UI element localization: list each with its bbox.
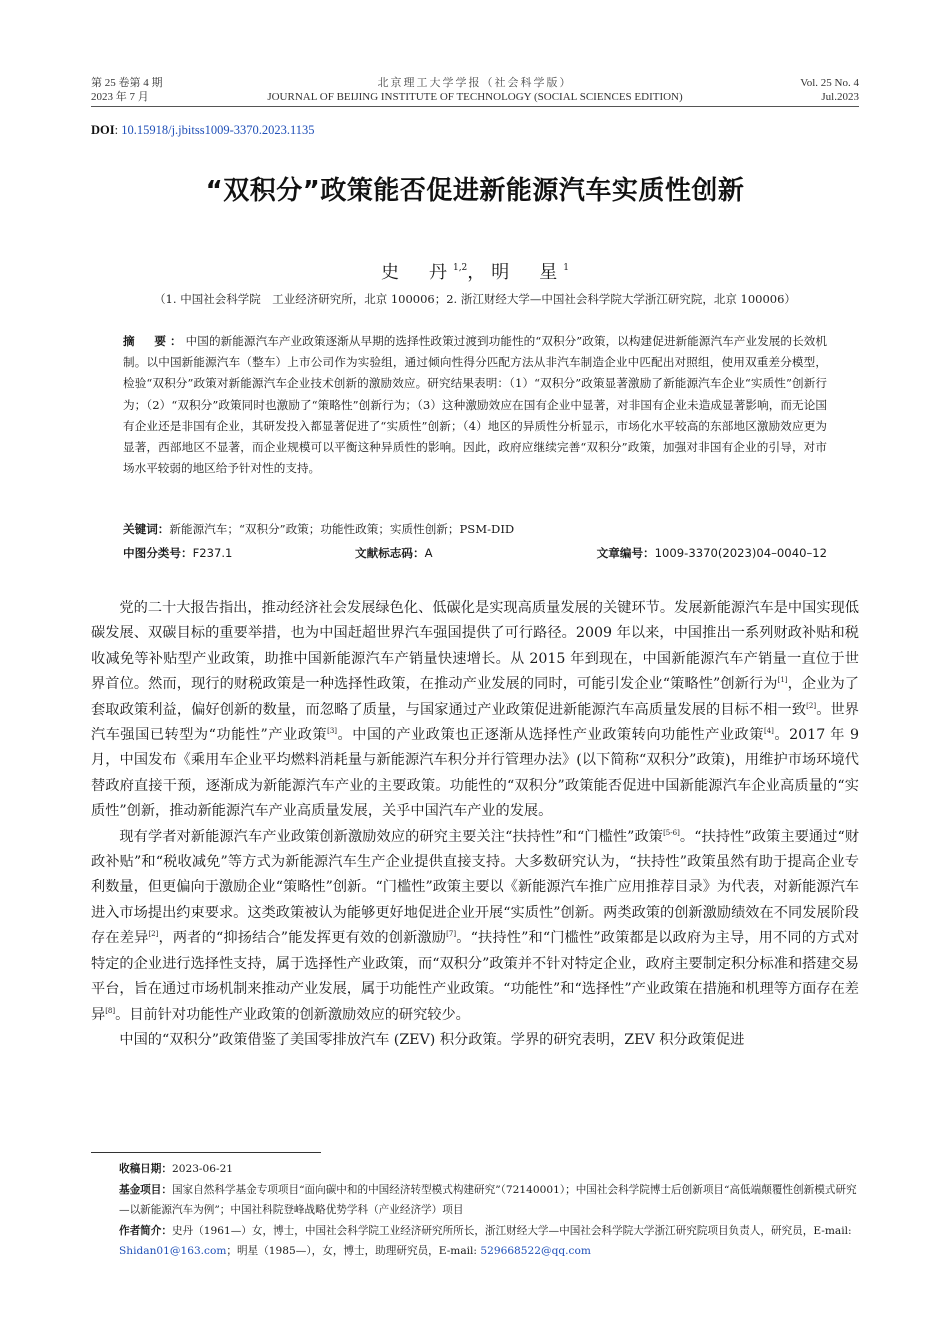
affiliation: （1. 中国社会科学院 工业经济研究所，北京 100006；2. 浙江财经大学—中国社会科学院大学浙江研究院，北京 100006） <box>154 292 796 306</box>
author-bio-text: 史丹（1961—）女，博士，中国社会科学院工业经济研究所所长，浙江财经大学—中国社会科学院大学浙江研究院项目负责人，研究员，E-mail: <box>171 1224 852 1237</box>
citation-mark[interactable]: [5-6] <box>663 828 680 837</box>
text-run: 。目前针对功能性产业政策的创新激励效应的研究较少。 <box>115 1006 470 1023</box>
email-link[interactable]: 529668522@qq.com <box>480 1245 591 1257</box>
header-issue-en <box>800 76 859 104</box>
footnote-divider <box>91 1152 321 1153</box>
citation-mark[interactable]: [1] <box>777 676 788 685</box>
paragraph <box>91 825 859 1028</box>
paragraph: 中国的“双积分”政策借鉴了美国零排放汽车 (ZEV) 积分政策。学界的研究表明，ZEV 积分政策促进 <box>119 1031 745 1048</box>
text-run: 党的二十大报告指出，推动经济社会发展绿色化、低碳化是实现高质量发展的关键环节。发展新能源汽车是中国实现低碳发展、双碳目标的重要举措，也为中国赶超世界汽车强国提供了可行路径。2009 年以来，中国推出一系列财政补贴和税收减免等补贴型产业政策，助推中国新能源汽车产销量快速增长。从 2015 年到现在，中国新能源汽车产销量一直位于世界首位。然而，现行的财税政策是一种选择性政策，在推动产业发展的同时，可能引发企业“策略性”创新行为 <box>91 600 859 693</box>
received-date <box>119 1159 859 1180</box>
abstract-label: 摘 要： <box>123 334 186 348</box>
article-title: “双积分”政策能否促进新能源汽车实质性创新 <box>205 176 745 206</box>
article-number-label: 文章编号： <box>596 546 655 560</box>
doi-link[interactable]: 10.15918/j.jbitss1009-3370.2023.1135 <box>121 123 315 137</box>
doc-value: A <box>424 546 433 560</box>
author-name: 史 丹 <box>380 262 453 283</box>
clc-value: F237.1 <box>192 546 233 560</box>
author-list <box>91 258 859 284</box>
author-affiliation-mark: 1 <box>563 263 570 273</box>
header-journal <box>91 76 859 104</box>
abstract <box>123 331 827 479</box>
citation-mark[interactable]: [8] <box>105 1006 116 1015</box>
doi-line: DOI: 10.15918/j.jbitss1009-3370.2023.1135 <box>91 123 315 137</box>
author-bio-text: ；明星（1985—），女，博士，助理研究员，E-mail: <box>226 1245 481 1257</box>
article-number <box>597 543 827 564</box>
citation-mark[interactable]: [7] <box>446 930 457 939</box>
doc-label: 文献标志码： <box>355 546 425 560</box>
author-affiliation-mark: 1,2 <box>452 263 468 273</box>
fund-value: 国家自然科学基金专项项目“面向碳中和的中国经济转型模式构建研究”（72140001）；中国社会科学院博士后创新项目“高低端颠覆性创新模式研究—以新能源汽车为例”；中国社科院登峰战略优势学科（产业经济学）项目 <box>119 1183 857 1216</box>
citation-mark[interactable]: [4] <box>763 727 774 736</box>
citation-mark[interactable]: [2] <box>806 701 817 710</box>
citation-mark[interactable]: [3] <box>327 727 338 736</box>
received-value: 2023-06-21 <box>171 1163 234 1175</box>
author-bio <box>119 1221 859 1262</box>
text-run: 。2017 年 9 月，中国发布《乘用车企业平均燃料消耗量与新能源汽车积分并行管理办法》(以下简称“双积分”政策)，用维护市场环境代替政府直接干预，逐渐成为新能源汽车产业的主要政策。功能性的“双积分”政策能否促进中国新能源汽车企业高质量的“实质性”创新，推动新能源汽车产业高质量发展，关乎中国汽车产业的发展。 <box>91 727 859 820</box>
fund-info <box>119 1180 859 1221</box>
text-run: ，企业为了套取政策利益，偏好创新的数量，而忽略了质量，与国家通过产业政策促进新能源汽车高质量发展的目标不相一致 <box>91 676 859 718</box>
text-run: ，两者的“抑扬结合”能发挥更有效的创新激励 <box>158 930 447 947</box>
document-code <box>355 543 433 564</box>
header-volume-en: Vol. 25 No. 4 <box>800 77 859 89</box>
keywords-label: 关键词： <box>123 522 170 536</box>
text-run: 。世界汽车强国已转型为“功能性”产业政策 <box>91 701 859 744</box>
header-divider <box>91 106 859 107</box>
text-run: 现有学者对新能源汽车产业政策创新激励效应的研究主要关注“扶持性”和“门槛性”政策 <box>119 828 664 845</box>
author-bio-label: 作者简介： <box>119 1224 172 1237</box>
body-text <box>91 596 859 1053</box>
abstract-text: 中国的新能源汽车产业政策逐渐从早期的选择性政策过渡到功能性的“双积分”政策，以构建促进新能源汽车产业发展的长效机制。以中国新能源汽车（整车）上市公司作为实验组，通过倾向性得分匹配方法从非汽车制造企业中匹配出对照组，使用双重差分模型，检验“双积分”政策对新能源汽车企业技术创新的激励效应。研究结果表明：（1）“双积分”政策显著激励了新能源汽车企业“实质性”创新行为；（2）“双积分”政策同时也激励了“策略性”创新行为；（3）这种激励效应在国有企业中显著，对非国有企业未造成显著影响，而无论国有企业还是非国有企业，其研发投入都显著促进了“实质性”创新；（4）地区的异质性分析显示，市场化水平较高的东部地区激励效应更为显著，西部地区不显著，而企业规模可以平衡这种异质性的影响。因此，政府应继续完善“双积分”政策，加强对非国有企业的引导，对市场水平较弱的地区给予针对性的支持。 <box>123 334 827 476</box>
article-number-value: 1009-3370(2023)04–0040–12 <box>654 546 827 560</box>
author-name: 明 星 <box>491 262 564 283</box>
text-run: 。中国的产业政策也正逐渐从选择性产业政策转向功能性产业政策 <box>337 727 764 744</box>
header-journal-cn: 北京理工大学学报（社会科学版） <box>377 77 573 89</box>
header-volume-cn: 第 25 卷第 4 期 <box>91 77 163 89</box>
fund-label: 基金项目： <box>119 1183 172 1196</box>
author-separator: ， <box>467 262 492 283</box>
keywords <box>123 519 827 540</box>
keywords-text: 新能源汽车；“双积分”政策；功能性政策；实质性创新；PSM-DID <box>169 522 515 536</box>
citation-mark[interactable]: [2] <box>148 930 159 939</box>
text-run: 。“扶持性”和“门槛性”政策都是以政府为主导，用不同的方式对特定的企业进行选择性支持，属于选择性产业政策，而“双积分”政策并不针对特定企业，政府主要制定积分标准和搭建交易平台，旨在通过市场机制来推动产业发展，属于功能性产业政策。“功能性”和“选择性”产业政策在措施和机理等方面存在差异 <box>91 930 859 1023</box>
header-date-cn: 2023 年 7 月 <box>91 91 149 103</box>
text-run: 。“扶持性”政策主要通过“财政补贴”和“税收减免”等方式为新能源汽车生产企业提供直接支持。大多数研究认为，“扶持性”政策虽然有助于提高企业专利数量，但更偏向于激励企业“策略性”创新。“门槛性”政策主要以《新能源汽车推广应用推荐目录》为代表，对新能源汽车进入市场提出约束要求。这类政策被认为能够更好地促进企业开展“实质性”创新。两类政策的创新激励绩效在不同发展阶段存在差异 <box>91 828 860 947</box>
running-header <box>91 74 859 108</box>
doi-label: DOI <box>91 123 115 137</box>
email-link[interactable]: Shidan01@163.com <box>119 1245 227 1257</box>
paragraph <box>91 596 859 825</box>
header-date-en: Jul.2023 <box>821 91 859 103</box>
header-journal-en: JOURNAL OF BEIJING INSTITUTE OF TECHNOLOGY (SOCIAL SCIENCES EDITION) <box>267 91 683 103</box>
received-label: 收稿日期： <box>119 1163 172 1175</box>
clc-number <box>123 543 232 564</box>
clc-label: 中图分类号： <box>123 546 193 560</box>
footnotes <box>119 1159 859 1262</box>
